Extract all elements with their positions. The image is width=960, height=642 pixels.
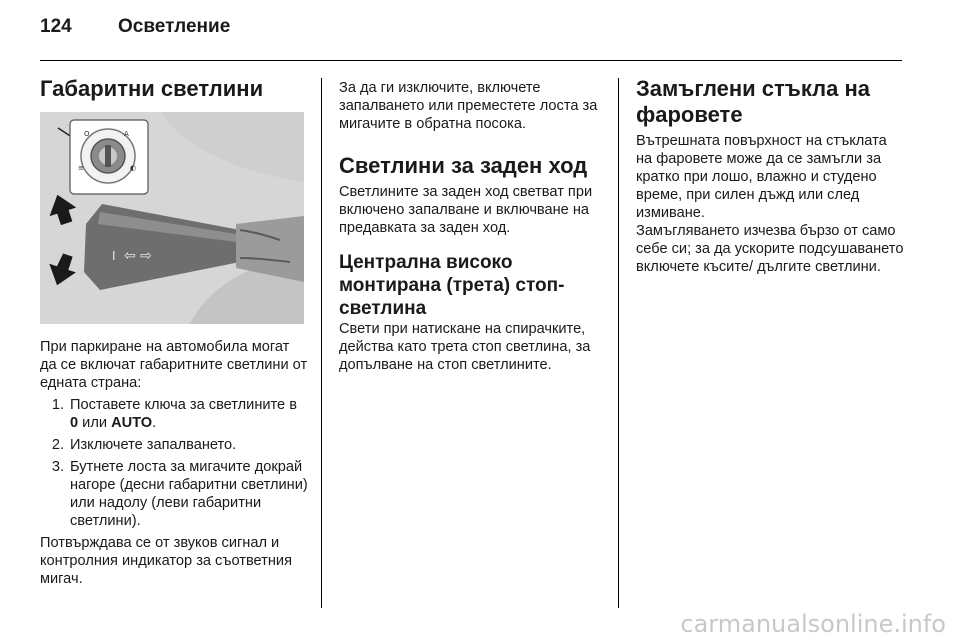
- svg-text:≡: ≡: [78, 164, 84, 172]
- step-number: 3.: [51, 459, 64, 475]
- heading-parking-lights: Габаритни светлини: [40, 76, 264, 101]
- svg-text:⇦ ⇨: ⇦ ⇨: [124, 248, 152, 264]
- reversing-lights-text: Светлините за заден ход светват при включено запалване и включване на предавката за заден ход.: [339, 184, 593, 236]
- fogging-text: Вътрешната повърхност на стъклата на фаровете може да се замъгли за кратко при лошо, влажно и студено време, при силен дъжд или след измиване.: [636, 133, 887, 221]
- column-divider: [618, 78, 619, 608]
- switch-position-auto: AUTO: [111, 415, 153, 431]
- column-divider: [321, 78, 322, 608]
- page-number: 124: [40, 16, 72, 37]
- list-item: [40, 396, 308, 432]
- defogging-text: Замъгляването изчезва бързо от само себе си; за да ускорите подсушаването включете късите/ дългите светлини.: [636, 223, 904, 275]
- step-text: Изключете запалването.: [70, 437, 237, 453]
- switch-off-text: За да ги изключите, включете запалването или преместете лоста за мигачите в обратна посока.: [339, 80, 598, 132]
- svg-text:A: A: [124, 130, 129, 138]
- turn-signal-lever-illustration: [40, 112, 304, 324]
- svg-text:O: O: [84, 130, 90, 138]
- steps-list: [40, 396, 308, 530]
- switch-position-0: 0: [70, 415, 79, 431]
- heading-third-brake-light: Централна високо монтирана (трета) стоп-светлина: [339, 252, 565, 319]
- svg-text:I: I: [112, 249, 116, 263]
- heading-fogged-headlamps: Замъглени стъкла на фаровете: [636, 76, 870, 127]
- brake-light-text: Свети при натискане на спирачките, действа като трета стоп светлина, за допълване на стоп светлините.: [339, 321, 591, 373]
- column-3: [636, 76, 906, 276]
- page-header: [40, 16, 230, 46]
- lever-illustration: [40, 112, 304, 324]
- list-item: [40, 436, 308, 454]
- step-number: 2.: [51, 437, 64, 453]
- svg-text:◐: ◐: [130, 164, 137, 172]
- confirmation-text: Потвърждава се от звуков сигнал и контролния индикатор за съответния мигач.: [40, 535, 292, 587]
- header-rule: [40, 60, 902, 61]
- column-2: [339, 76, 607, 374]
- section-title: Осветление: [118, 16, 231, 37]
- intro-text: При паркиране на автомобила могат да се включат габаритните светлини от едната страна:: [40, 339, 308, 391]
- column-1: [40, 76, 308, 588]
- step-number: 1.: [51, 397, 64, 413]
- list-item: [40, 458, 308, 530]
- step-text: Бутнете лоста за мигачите докрай нагоре (десни габаритни светлини) или надолу (леви габаритни светлини).: [70, 459, 308, 529]
- step-text: Поставете ключа за светлините в 0 или AUTO.: [70, 397, 297, 431]
- heading-reversing-lights: Светлини за заден ход: [339, 153, 588, 178]
- watermark: carmanualsonline.info: [680, 610, 946, 638]
